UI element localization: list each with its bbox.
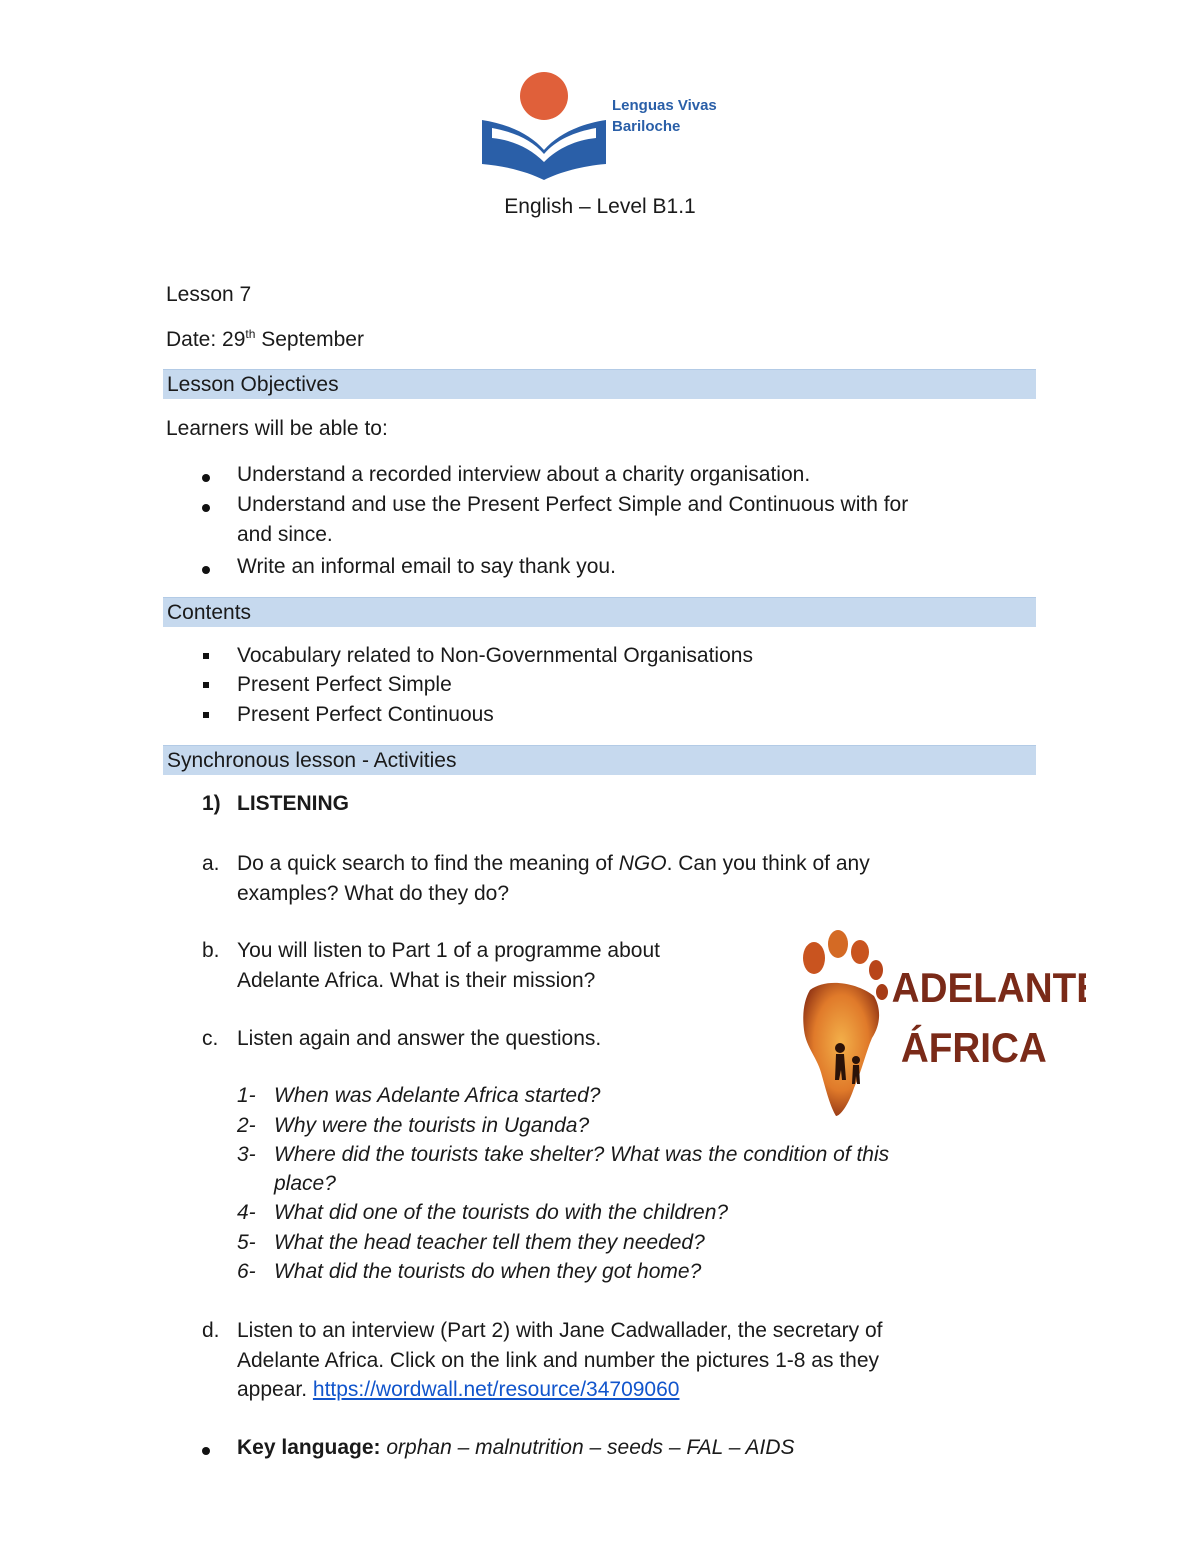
activity-d-line1: Listen to an interview (Part 2) with Jane Cadwallader, the secretary of [237,1319,883,1342]
date-superscript: th [245,327,256,341]
bullet-icon [202,504,210,512]
item-letter: b. [202,939,220,962]
activity-a-post: . Can you think of any [666,852,870,875]
item-letter: d. [202,1319,220,1342]
key-language-text: orphan – malnutrition – seeds – FAL – AIDS [380,1436,795,1459]
contents-item: Present Perfect Simple [237,673,452,696]
question-number: 5- [237,1231,256,1254]
activity-a-line1 [237,849,870,879]
activity-a-em: NGO [618,852,667,875]
square-bullet-icon [203,653,209,659]
contents-item: Vocabulary related to Non-Governmental Organisations [237,644,753,667]
logo-line2: Bariloche [612,118,681,135]
question-number: 4- [237,1201,256,1224]
objective-item: Understand a recorded interview about a charity organisation. [237,463,811,486]
key-language [237,1433,795,1463]
wordwall-link[interactable]: https://wordwall.net/resource/34709060 [312,1378,680,1401]
activity-d-line3 [237,1375,679,1405]
institution-logo [478,68,718,180]
activities-heading: Synchronous lesson - Activities [163,745,1036,775]
question-number: 3- [237,1143,256,1166]
item-letter: a. [202,852,220,875]
item-letter: c. [202,1027,219,1050]
question-text: Where did the tourists take shelter? What was the condition of this [274,1143,890,1166]
activity-d-line3-text: appear. [237,1378,313,1401]
activity-c-line1: Listen again and answer the questions. [237,1027,602,1050]
lesson-date [166,325,364,355]
date-prefix: Date: 29 [166,328,246,351]
objectives-heading: Lesson Objectives [163,369,1036,399]
bullet-icon [202,566,210,574]
key-language-label: Key language: [237,1436,381,1459]
objectives-intro: Learners will be able to: [166,417,388,440]
book-sun-icon [478,68,718,180]
objective-item-continued: and since. [237,523,333,546]
question-number: 2- [237,1114,256,1137]
question-text: Why were the tourists in Uganda? [274,1114,590,1137]
bullet-icon [202,474,210,482]
square-bullet-icon [203,712,209,718]
section-number: 1) [202,792,221,815]
activity-a-pre: Do a quick search to find the meaning of [237,852,619,875]
adelante-logo-line1: ADELANTE [891,963,1086,1012]
activity-d-line2: Adelante Africa. Click on the link and number the pictures 1-8 as they [237,1349,880,1372]
adelante-africa-logo [796,930,1086,1120]
question-text: What did the tourists do when they got home? [274,1260,702,1283]
question-text: What the head teacher tell them they needed? [274,1231,705,1254]
contents-item: Present Perfect Continuous [237,703,494,726]
contents-heading: Contents [163,597,1036,627]
activity-b-line2: Adelante Africa. What is their mission? [237,969,596,992]
square-bullet-icon [203,682,209,688]
question-text: What did one of the tourists do with the children? [274,1201,729,1224]
document-title: English – Level B1.1 [504,195,696,218]
africa-footprint-icon [796,930,1086,1120]
section-title: LISTENING [237,792,350,815]
question-number: 6- [237,1260,256,1283]
bullet-icon [202,1447,210,1455]
question-text: When was Adelante Africa started? [274,1084,601,1107]
objective-item: Understand and use the Present Perfect Simple and Continuous with for [237,493,909,516]
question-number: 1- [237,1084,256,1107]
activity-b-line1: You will listen to Part 1 of a programme about [237,939,660,962]
question-text-continued: place? [274,1172,336,1195]
logo-line1: Lenguas Vivas [612,97,717,114]
adelante-logo-line2: ÁFRICA [900,1023,1047,1072]
lesson-number: Lesson 7 [166,283,252,306]
date-suffix: September [255,328,364,351]
activity-a-line2: examples? What do they do? [237,882,509,905]
objective-item: Write an informal email to say thank you. [237,555,616,578]
